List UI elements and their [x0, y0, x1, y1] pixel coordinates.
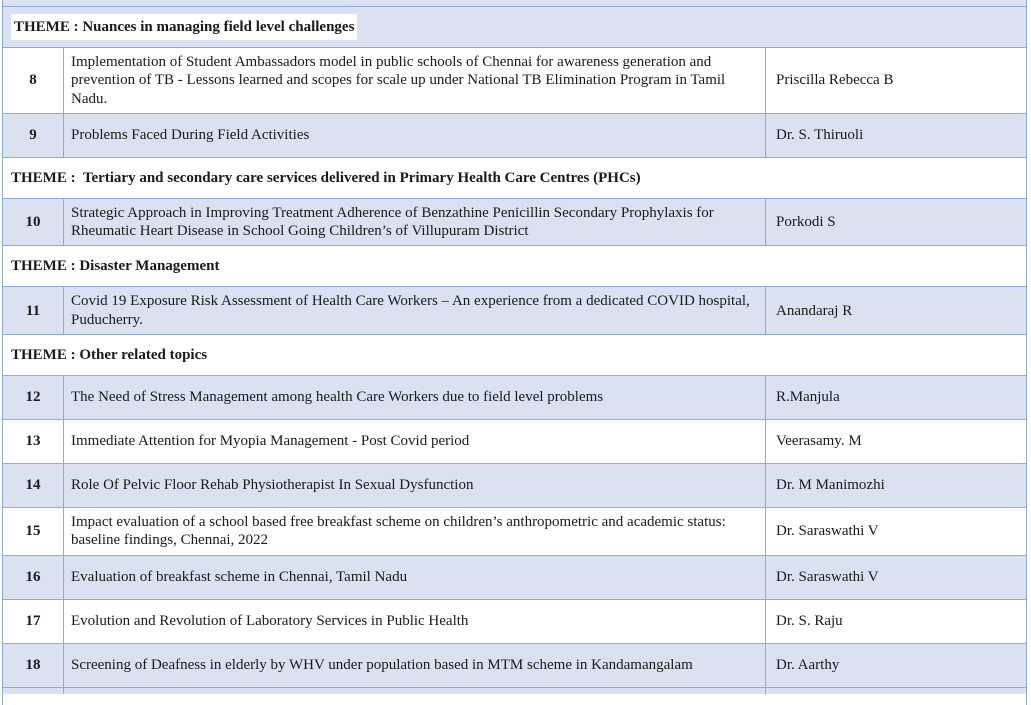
table-row [3, 556, 1026, 600]
row-title: Immediate Attention for Myopia Management - Post Covid period [64, 420, 766, 463]
row-presenter: Dr. S. Raju [776, 613, 843, 630]
row-number: 14 [3, 464, 64, 507]
partial-row-top [3, 0, 1026, 7]
partial-row-bottom [3, 688, 1026, 694]
row-number: 18 [3, 644, 64, 687]
partial-cell [64, 688, 766, 694]
row-presenter: Porkodi S [776, 214, 836, 231]
theme-label: THEME : Other related topics [11, 346, 208, 363]
partial-cell [3, 688, 64, 694]
row-number: 13 [3, 420, 64, 463]
partial-cell [766, 688, 1026, 694]
row-title: Impact evaluation of a school based free breakfast scheme on children’s anthropometric and academic status: baseline findings, Chennai, 2022 [64, 508, 766, 555]
row-number: 9 [3, 114, 64, 157]
theme-row [3, 335, 1026, 376]
row-title: Problems Faced During Field Activities [64, 114, 766, 157]
row-number: 15 [3, 508, 64, 555]
table-row [3, 287, 1026, 335]
row-number: 16 [3, 556, 64, 599]
table-row [3, 600, 1026, 644]
row-presenter: Veerasamy. M [776, 433, 862, 450]
row-title: Implementation of Student Ambassadors model in public schools of Chennai for awareness generation and prevention of TB - Lessons learned and scopes for scale up under National TB Elimination Program in Tamil Nadu. [64, 48, 766, 113]
row-number: 17 [3, 600, 64, 643]
table-row [3, 464, 1026, 508]
table-row [3, 48, 1026, 114]
table-row [3, 508, 1026, 556]
theme-label: THEME : Tertiary and secondary care services delivered in Primary Health Care Centres (PHCs) [11, 169, 641, 186]
row-title: Evolution and Revolution of Laboratory Services in Public Health [64, 600, 766, 643]
row-title: Evaluation of breakfast scheme in Chennai, Tamil Nadu [64, 556, 766, 599]
theme-row [3, 158, 1026, 199]
table-row [3, 644, 1026, 688]
theme-label: THEME : Nuances in managing field level challenges [11, 14, 357, 40]
row-number: 10 [3, 199, 64, 246]
row-presenter: Dr. S. Thiruoli [776, 127, 864, 144]
theme-row [3, 246, 1026, 287]
table-row [3, 420, 1026, 464]
row-presenter: R.Manjula [776, 389, 840, 406]
row-number: 11 [3, 287, 64, 334]
row-presenter: Anandaraj R [776, 302, 853, 319]
row-title: Screening of Deafness in elderly by WHV under population based in MTM scheme in Kandamangalam [64, 644, 766, 687]
table-row [3, 114, 1026, 158]
row-title: The Need of Stress Management among health Care Workers due to field level problems [64, 376, 766, 419]
row-presenter: Dr. Saraswathi V [776, 523, 879, 540]
row-number: 8 [3, 48, 64, 113]
row-presenter: Dr. Saraswathi V [776, 569, 879, 586]
row-title: Strategic Approach in Improving Treatment Adherence of Benzathine Penicillin Secondary Prophylaxis for Rheumatic Heart Disease in School Going Children’s of Villupuram District [64, 199, 766, 246]
table-row [3, 376, 1026, 420]
row-number: 12 [3, 376, 64, 419]
row-presenter: Dr. Aarthy [776, 657, 840, 674]
row-title: Role Of Pelvic Floor Rehab Physiotherapist In Sexual Dysfunction [64, 464, 766, 507]
table-row [3, 199, 1026, 247]
theme-row [3, 7, 1026, 48]
row-presenter: Priscilla Rebecca B [776, 72, 894, 89]
row-title: Covid 19 Exposure Risk Assessment of Health Care Workers – An experience from a dedicated COVID hospital, Puducherry. [64, 287, 766, 334]
theme-label: THEME : Disaster Management [11, 258, 220, 275]
conference-schedule-table [2, 0, 1027, 705]
row-presenter: Dr. M Manimozhi [776, 477, 885, 494]
